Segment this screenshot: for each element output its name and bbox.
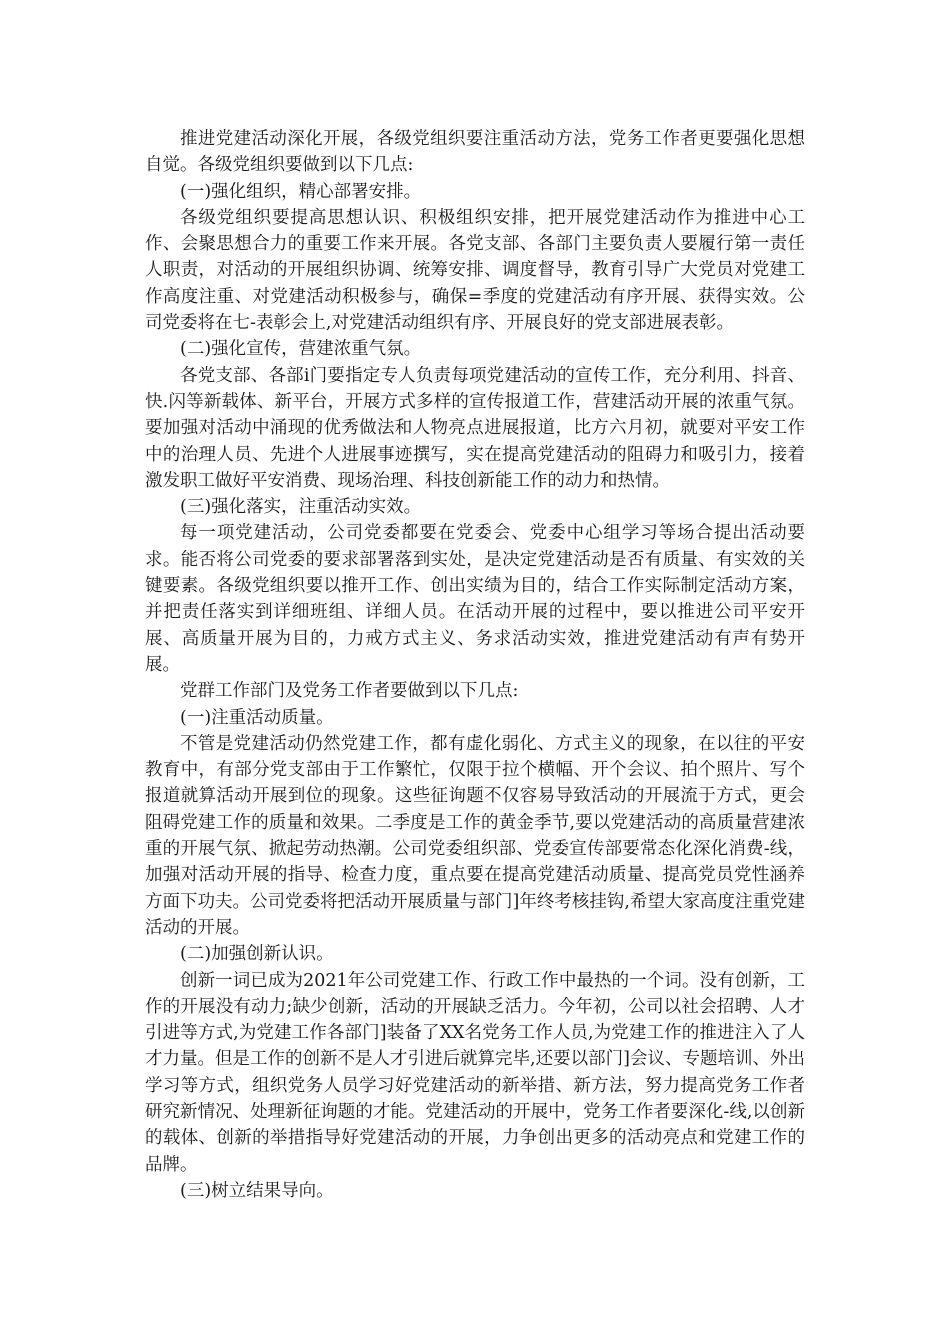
section-heading-1-3: (三)强化落实，注重活动实效。 xyxy=(180,497,422,518)
paragraph-publicity: 各党支部、各部i门要指定专人负责每项党建活动的宣传工作，充分利用、抖音、快.闪等新载体、新平台，开展方式多样的宣传报道工作，营建活动开展的浓重气氛。要加强对活动中涌现的优秀做法和人物亮点进展报道，比方六月初，就要对平安工作中的治理人员、先进个人进展事迹撰写，实在提高党建活动的阻碍力和吸引力，接着激发职工做好平安消费、现场治理、科技创新能工作的动力和热情。 xyxy=(145,365,805,491)
section-heading-2-2: (二)加强创新认识。 xyxy=(180,944,334,965)
paragraph-party-work-intro: 党群工作部门及党务工作者要做到以下几点: xyxy=(180,681,519,702)
paragraph-innovation: 创新一词已成为2021年公司党建工作、行政工作中最热的一个词。没有创新，工作的开展没有动力;缺少创新，活动的开展缺乏活力。今年初，公司以社会招聘、人才引进等方式,为党建工作各部门]装备了XX名党务工作人员,为党建工作的推进注入了人才力量。但是工作的创新不是人才引进后就算完毕,还要以部门]会议、专题培训、外出学习等方式，组织党务人员学习好党建活动的新举措、新方法，努力提高党务工作者研究新情况、处理新征询题的才能。党建活动的开展中，党务工作者要深化-线,以创新的载体、创新的举措指导好党建活动的开展，力争创出更多的活动亮点和党建工作的品牌。 xyxy=(145,970,805,1175)
paragraph-quality: 不管是党建活动仍然党建工作，都有虚化弱化、方式主义的现象，在以往的平安教育中，有部分党支部由于工作繁忙，仅限于拉个横幅、开个会议、拍个照片、写个报道就算活动开展到位的现象。这些征询题不仅容易导致活动的开展流于方式，更会阻碍党建工作的质量和效果。二季度是工作的黄金季节,要以党建活动的高质量营建浓重的开展气氛、掀起劳动热潮。公司党委组织部、党委宣传部要常态化深化消费-线，加强对活动开展的指导、检查力度，重点要在提高党建活动质量、提高党员党性涵养方面下功夫。公司党委将把活动开展质量与部门]年终考核挂钩,希望大家高度注重党建活动的开展。 xyxy=(145,733,805,938)
section-heading-1-2: (二)强化宣传，营建浓重气氛。 xyxy=(180,339,422,360)
paragraph-intro: 推进党建活动深化开展，各级党组织要注重活动方法，党务工作者更要强化思想自觉。各级党组织要做到以下几点: xyxy=(145,129,805,176)
document-body xyxy=(145,126,805,1204)
section-heading-2-3: (三)树立结果导向。 xyxy=(180,1180,334,1201)
paragraph-implementation: 每一项党建活动，公司党委都要在党委会、党委中心组学习等场合提出活动要求。能否将公司党委的要求部署落到实处，是决定党建活动是否有质量、有实效的关键要素。各级党组织要以推开工作、创出实绩为目的，结合工作实际制定活动方案，并把责任落实到详细班组、详细人员。在活动开展的过程中，要以推进公司平安开展、高质量开展为目的，力戒方式主义、务求活动实效，推进党建活动有声有势开展。 xyxy=(145,523,805,675)
section-heading-2-1: (一)注重活动质量。 xyxy=(180,707,334,728)
section-heading-1-1: (一)强化组织，精心部署安排。 xyxy=(180,181,422,202)
paragraph-organization: 各级党组织要提高思想认识、积极组织安排，把开展党建活动作为推进中心工作、会聚思想合力的重要工作来开展。各党支部、各部门主要负责人要履行第一责任人职责，对活动的开展组织协调、统筹安排、调度督导，教育引导广大党员对党建工作高度注重、对党建活动积极参与，确保=季度的党建活动有序开展、获得实效。公司党委将在七-表彰会上,对党建活动组织有序、开展良好的党支部进展表彰。 xyxy=(145,207,805,334)
